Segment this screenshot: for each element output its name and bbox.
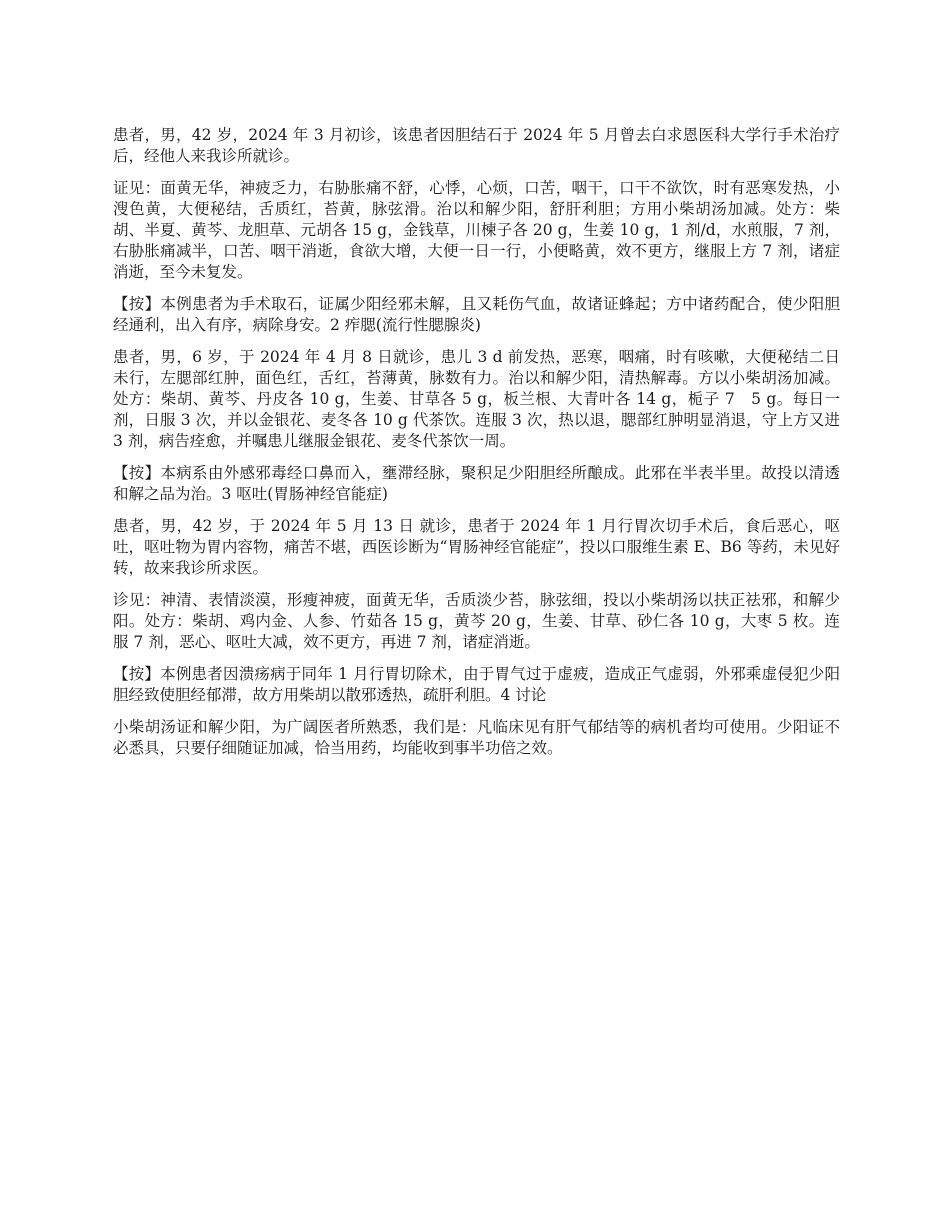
case3-note-paragraph: 【按】本例患者因溃疡病于同年 1 月行胃切除术，由于胃气过于虚疲，造成正气虚弱，外邪乘虚侵犯少阳胆经致使胆经郁滞，故方用柴胡以散邪透热，疏肝利胆。4 讨论 [113,665,840,704]
case3-diagnosis-paragraph: 诊见：神清、表情淡漠，形瘦神疲，面黄无华，舌质淡少苔，脉弦细，投以小柴胡汤以扶正祛邪，和解少阳。处方：柴胡、鸡内金、人参、竹茹各 15 g，黄芩 20 g，生姜、甘草、砂仁各 10 g，大枣 5 枚。连服 7 剂，恶心、呕吐大减，效不更方，再进 7 剂，诸症消逝。 [113,591,840,651]
case1-history-paragraph: 患者，男，42 岁，2024 年 3 月初诊，该患者因胆结石于 2024 年 5 月曾去白求恩医科大学行手术治疗后，经他人来我诊所就诊。 [113,126,840,165]
discussion-paragraph: 小柴胡汤证和解少阳，为广阔医者所熟悉，我们是：凡临床见有肝气郁结等的病机者均可使用。少阳证不必悉具，只要仔细随证加减，恰当用药，均能收到事半功倍之效。 [113,718,840,757]
case2-history-paragraph: 患者，男，6 岁，于 2024 年 4 月 8 日就诊，患儿 3 d 前发热，恶寒，咽痛，时有咳嗽，大便秘结二日未行，左腮部红肿，面色红，舌红，苔薄黄，脉数有力。治以和解少阳，清热解毒。方以小柴胡汤加减。处方：柴胡、黄芩、丹皮各 10 g，生姜、甘草各 5 g，板兰根、大青叶各 14 g，栀子 7 5 g。每日一剂，日服 3 次，并以金银花、麦冬各 10 g 代茶饮。连服 3 次，热以退，腮部红肿明显消退，守上方又进 3 剂，病告痊愈，并嘱患儿继服金银花、麦冬代茶饮一周。 [113,348,840,450]
case3-history-paragraph: 患者，男，42 岁，于 2024 年 5 月 13 日 就诊，患者于 2024 年 1 月行胃次切手术后，食后恶心，呕吐，呕吐物为胃内容物，痛苦不堪，西医诊断为“胃肠神经官能症”，投以口服维生素 E、B6 等药，未见好转，故来我诊所求医。 [113,517,840,577]
case2-note-paragraph: 【按】本病系由外感邪毒经口鼻而入，壅滞经脉，聚积足少阳胆经所酿成。此邪在半表半里。故投以清透和解之品为治。3 呕吐(胃肠神经官能症) [113,464,840,503]
case1-note-paragraph: 【按】本例患者为手术取石，证属少阳经邪未解，且又耗伤气血，故诸证蜂起；方中诸药配合，使少阳胆经通利，出入有序，病除身安。2 痄腮(流行性腮腺炎) [113,295,840,334]
document-body [113,125,840,770]
case1-diagnosis-paragraph: 证见：面黄无华，神疲乏力，右胁胀痛不舒，心悸，心烦，口苦，咽干，口干不欲饮，时有恶寒发热，小溲色黄，大便秘结，舌质红，苔黄，脉弦滑。治以和解少阳，舒肝利胆；方用小柴胡汤加减。处方：柴胡、半夏、黄芩、龙胆草、元胡各 15 g，金钱草，川楝子各 20 g，生姜 10 g，1 剂/d，水煎服，7 剂，右胁胀痛减半，口苦、咽干消逝，食欲大增，大便一日一行，小便略黄，效不更方，继服上方 7 剂，诸症消逝，至今未复发。 [113,179,840,281]
